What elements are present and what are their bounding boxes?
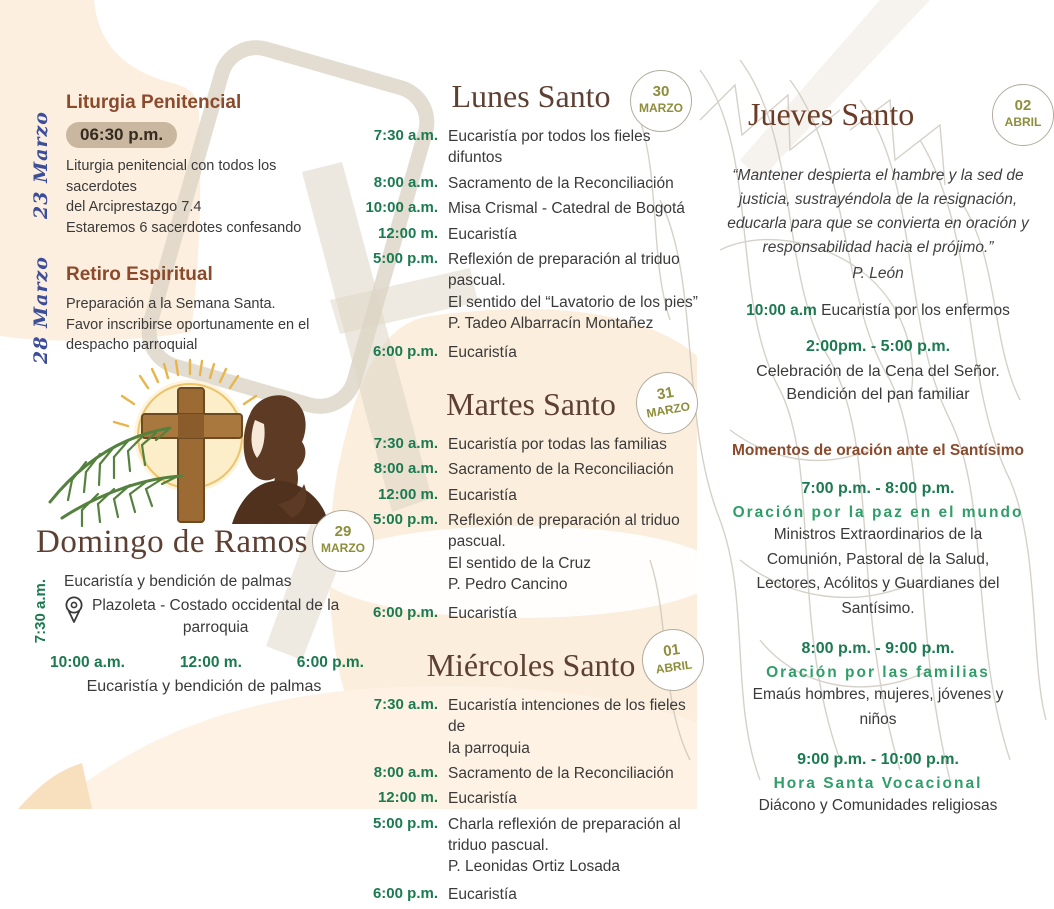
quote-line: educarla para que se convierta en oración y bbox=[727, 215, 1029, 233]
event-line: Celebración de la Cena del Señor. bbox=[756, 363, 1000, 381]
event-line: Comunión, Pastoral de la Salud, bbox=[766, 550, 990, 568]
event-description bbox=[448, 485, 517, 506]
event-line: Sacramento de la Reconciliación bbox=[448, 174, 674, 192]
schedule-row bbox=[362, 126, 700, 169]
event-line: P. Tadeo Albarracín Montañez bbox=[448, 315, 654, 332]
event-time: 8:00 a.m. bbox=[373, 460, 438, 478]
schedule-row bbox=[362, 249, 700, 335]
location-pin-icon bbox=[64, 595, 84, 625]
event-line: pascual. bbox=[448, 272, 506, 290]
event-line: El sentido de la Cruz bbox=[448, 554, 592, 572]
event-line: El sentido del “Lavatorio de los pies” bbox=[448, 293, 698, 311]
event-time: 12:00 m. bbox=[377, 485, 438, 503]
schedule-row bbox=[362, 173, 700, 194]
section-title: Jueves Santo bbox=[748, 96, 915, 132]
event-description bbox=[448, 126, 700, 169]
event-line: Reflexión de preparación al triduo bbox=[448, 511, 680, 529]
section-miercoles-santo bbox=[362, 640, 700, 905]
schedule-row bbox=[712, 302, 1044, 320]
schedule-row bbox=[362, 485, 700, 506]
event-description bbox=[448, 603, 517, 624]
schedule-row bbox=[362, 198, 700, 219]
event-line: Reflexión de preparación al triduo bbox=[448, 250, 680, 268]
event-line: triduo pascual. bbox=[448, 837, 549, 854]
section-title: Miércoles Santo bbox=[426, 646, 636, 683]
schedule-row bbox=[362, 510, 700, 596]
times-row bbox=[50, 654, 364, 672]
event-description bbox=[448, 342, 517, 363]
event-line: Sacramento de la Reconciliación bbox=[448, 764, 674, 782]
section-title-row bbox=[712, 96, 1044, 152]
section-title-row bbox=[36, 523, 365, 561]
location-line: Plazoleta - Costado occidental de la bbox=[92, 597, 340, 614]
prayer-title: Oración por la paz en el mundo bbox=[732, 504, 1024, 522]
event-line: Charla reflexión de preparación al bbox=[448, 815, 681, 833]
event-line: Eucaristía bbox=[448, 225, 517, 243]
event-line: Eucaristía intenciones de los fieles de bbox=[448, 696, 686, 736]
schedule-row bbox=[362, 603, 700, 624]
event-description bbox=[448, 788, 517, 809]
event-line: Favor inscribirse oportunamente en el bbox=[66, 316, 310, 333]
event-line: del Arciprestazgo 7.4 bbox=[66, 199, 202, 216]
event-line: Emaús hombres, mujeres, jóvenes y bbox=[752, 686, 1004, 704]
event-description bbox=[448, 763, 674, 784]
section-title-row bbox=[362, 78, 700, 126]
schedule-row bbox=[362, 224, 700, 245]
event-time: 12:00 m. bbox=[377, 224, 438, 242]
event-line: despacho parroquial bbox=[66, 337, 198, 354]
middle-column bbox=[362, 78, 700, 909]
location-row bbox=[64, 595, 358, 638]
event-time-range: 2:00pm. - 5:00 p.m. bbox=[805, 338, 951, 356]
event-time: 6:00 p.m. bbox=[372, 604, 438, 622]
event-line: pascual. bbox=[448, 533, 506, 551]
date-badge: 31 MARZO bbox=[631, 367, 703, 439]
event-description bbox=[448, 434, 667, 455]
event-time-range: 8:00 p.m. - 9:00 p.m. bbox=[801, 640, 955, 658]
prayer-block-familias bbox=[712, 640, 1044, 731]
date-badge: 01 ABRIL bbox=[638, 625, 708, 695]
prayer-title: Hora Santa Vocacional bbox=[773, 775, 983, 793]
event-line: Eucaristía por todos los fieles difuntos bbox=[448, 128, 651, 167]
event-time-range: 9:00 p.m. - 10:00 p.m. bbox=[797, 751, 959, 769]
event-line: Preparación a la Semana Santa. bbox=[66, 296, 276, 313]
event-time: 10:00 a.m bbox=[746, 302, 817, 320]
event-description bbox=[448, 198, 685, 219]
right-column bbox=[712, 96, 1044, 818]
event-date-vertical: 23 Marzo bbox=[30, 111, 52, 220]
date-badge: 02 ABRIL bbox=[992, 84, 1054, 146]
event-liturgia-penitencial bbox=[30, 92, 344, 238]
prayer-title: Oración por las familias bbox=[766, 664, 990, 682]
event-description bbox=[448, 695, 700, 759]
event-description bbox=[448, 173, 674, 194]
event-time: 5:00 p.m. bbox=[372, 510, 438, 528]
quote-line: responsabilidad hacia el prójimo.” bbox=[762, 239, 994, 257]
event-line: Lectores, Acólitos y Guardianes del bbox=[756, 575, 1000, 593]
event-line: la parroquia bbox=[448, 739, 530, 757]
event-time: 10:00 a.m. bbox=[50, 654, 125, 672]
schedule-row bbox=[362, 695, 700, 759]
event-time: 7:30 a.m. bbox=[373, 434, 438, 452]
event-line: Eucaristía por todas las familias bbox=[448, 435, 667, 453]
prayer-block-vocacional bbox=[712, 751, 1044, 817]
event-line: Eucaristía bbox=[448, 885, 517, 903]
supper-event bbox=[712, 360, 1044, 406]
event-line: Eucaristía por los enfermos bbox=[821, 302, 1010, 320]
section-martes-santo bbox=[362, 383, 700, 625]
event-line: Eucaristía bbox=[448, 486, 517, 504]
event-title: Retiro Espiritual bbox=[66, 264, 213, 286]
event-description bbox=[448, 510, 680, 596]
event-time: 10:00 a.m. bbox=[365, 199, 438, 217]
event-line: Diácono y Comunidades religiosas bbox=[758, 797, 998, 815]
event-line: Eucaristía bbox=[448, 790, 517, 808]
event-line: Liturgia penitencial con todos los sacerdotes bbox=[66, 158, 277, 195]
schedule-row bbox=[362, 814, 700, 878]
prayer-block-paz bbox=[712, 480, 1044, 620]
section-domingo-de-ramos bbox=[32, 523, 365, 696]
event-time-range: 7:00 p.m. - 8:00 p.m. bbox=[801, 480, 955, 498]
section-title: Domingo de Ramos bbox=[36, 524, 308, 560]
event-line: P. Pedro Cancino bbox=[448, 576, 568, 593]
location-text bbox=[92, 595, 339, 638]
date-badge: 30 MARZO bbox=[630, 70, 692, 132]
peach-strip-corner bbox=[18, 763, 92, 809]
event-line: Ministros Extraordinarios de la bbox=[773, 526, 983, 544]
adoration-heading: Momentos de oración ante el Santísimo bbox=[732, 442, 1024, 460]
quote-line: “Mantener despierta el hambre y la sed de bbox=[732, 167, 1024, 184]
event-time: 8:00 a.m. bbox=[373, 763, 438, 781]
quote-author: P. León bbox=[852, 265, 904, 283]
event-time: 12:00 m. bbox=[377, 789, 438, 807]
event-line: Eucaristía y bendición de palmas bbox=[64, 573, 292, 590]
schedule-row bbox=[362, 884, 700, 905]
event-time: 6:00 p.m. bbox=[372, 884, 438, 902]
event-time: 6:00 p.m. bbox=[372, 343, 438, 361]
schedule-row bbox=[362, 459, 700, 480]
quote bbox=[712, 164, 1044, 286]
event-description bbox=[448, 224, 517, 245]
quote-line: justicia, sustrayéndola de la resignación, bbox=[738, 191, 1018, 209]
event-line: Eucaristía bbox=[448, 344, 517, 362]
event-time: 12:00 m. bbox=[179, 654, 242, 672]
event-retiro-espiritual bbox=[30, 256, 344, 365]
early-time-vertical: 7:30 a.m. bbox=[32, 579, 49, 644]
section-title: Martes Santo bbox=[446, 385, 616, 422]
event-time: 6:00 p.m. bbox=[296, 654, 364, 672]
event-line: Eucaristía bbox=[448, 605, 517, 623]
time-pill: 06:30 p.m. bbox=[66, 122, 177, 148]
event-description bbox=[448, 459, 674, 480]
palm-sunday-body bbox=[32, 573, 364, 696]
event-line: niños bbox=[859, 710, 897, 728]
event-line: Eucaristía y bendición de palmas bbox=[86, 678, 322, 696]
event-line: Estaremos 6 sacerdotes confesando bbox=[66, 219, 302, 236]
event-line: Misa Crismal - Catedral de Bogotá bbox=[448, 200, 685, 218]
event-time: 7:30 a.m. bbox=[373, 127, 438, 144]
section-title-row bbox=[362, 640, 700, 695]
event-description bbox=[448, 884, 517, 905]
event-date-vertical: 28 Marzo bbox=[30, 256, 52, 365]
left-column bbox=[30, 92, 344, 382]
schedule-row bbox=[362, 788, 700, 809]
schedule-row bbox=[362, 342, 700, 363]
event-description bbox=[448, 249, 698, 335]
section-title-row bbox=[362, 383, 700, 434]
event-line: Bendición del pan familiar bbox=[786, 386, 970, 404]
event-description bbox=[448, 814, 681, 878]
event-line: Santísimo. bbox=[841, 599, 915, 617]
event-line: P. Leonidas Ortiz Losada bbox=[448, 858, 621, 876]
event-time: 7:30 a.m. bbox=[373, 695, 438, 713]
section-lunes-santo bbox=[362, 78, 700, 364]
event-title: Liturgia Penitencial bbox=[66, 92, 242, 113]
event-line: Sacramento de la Reconciliación bbox=[448, 461, 674, 479]
schedule-row bbox=[362, 763, 700, 784]
date-badge: 29 MARZO bbox=[312, 510, 374, 572]
schedule-row bbox=[362, 434, 700, 455]
section-title: Lunes Santo bbox=[451, 78, 611, 114]
event-time: 8:00 a.m. bbox=[373, 173, 438, 191]
event-time: 5:00 p.m. bbox=[372, 814, 438, 832]
location-line: parroquia bbox=[182, 618, 249, 636]
event-time: 5:00 p.m. bbox=[372, 249, 438, 267]
